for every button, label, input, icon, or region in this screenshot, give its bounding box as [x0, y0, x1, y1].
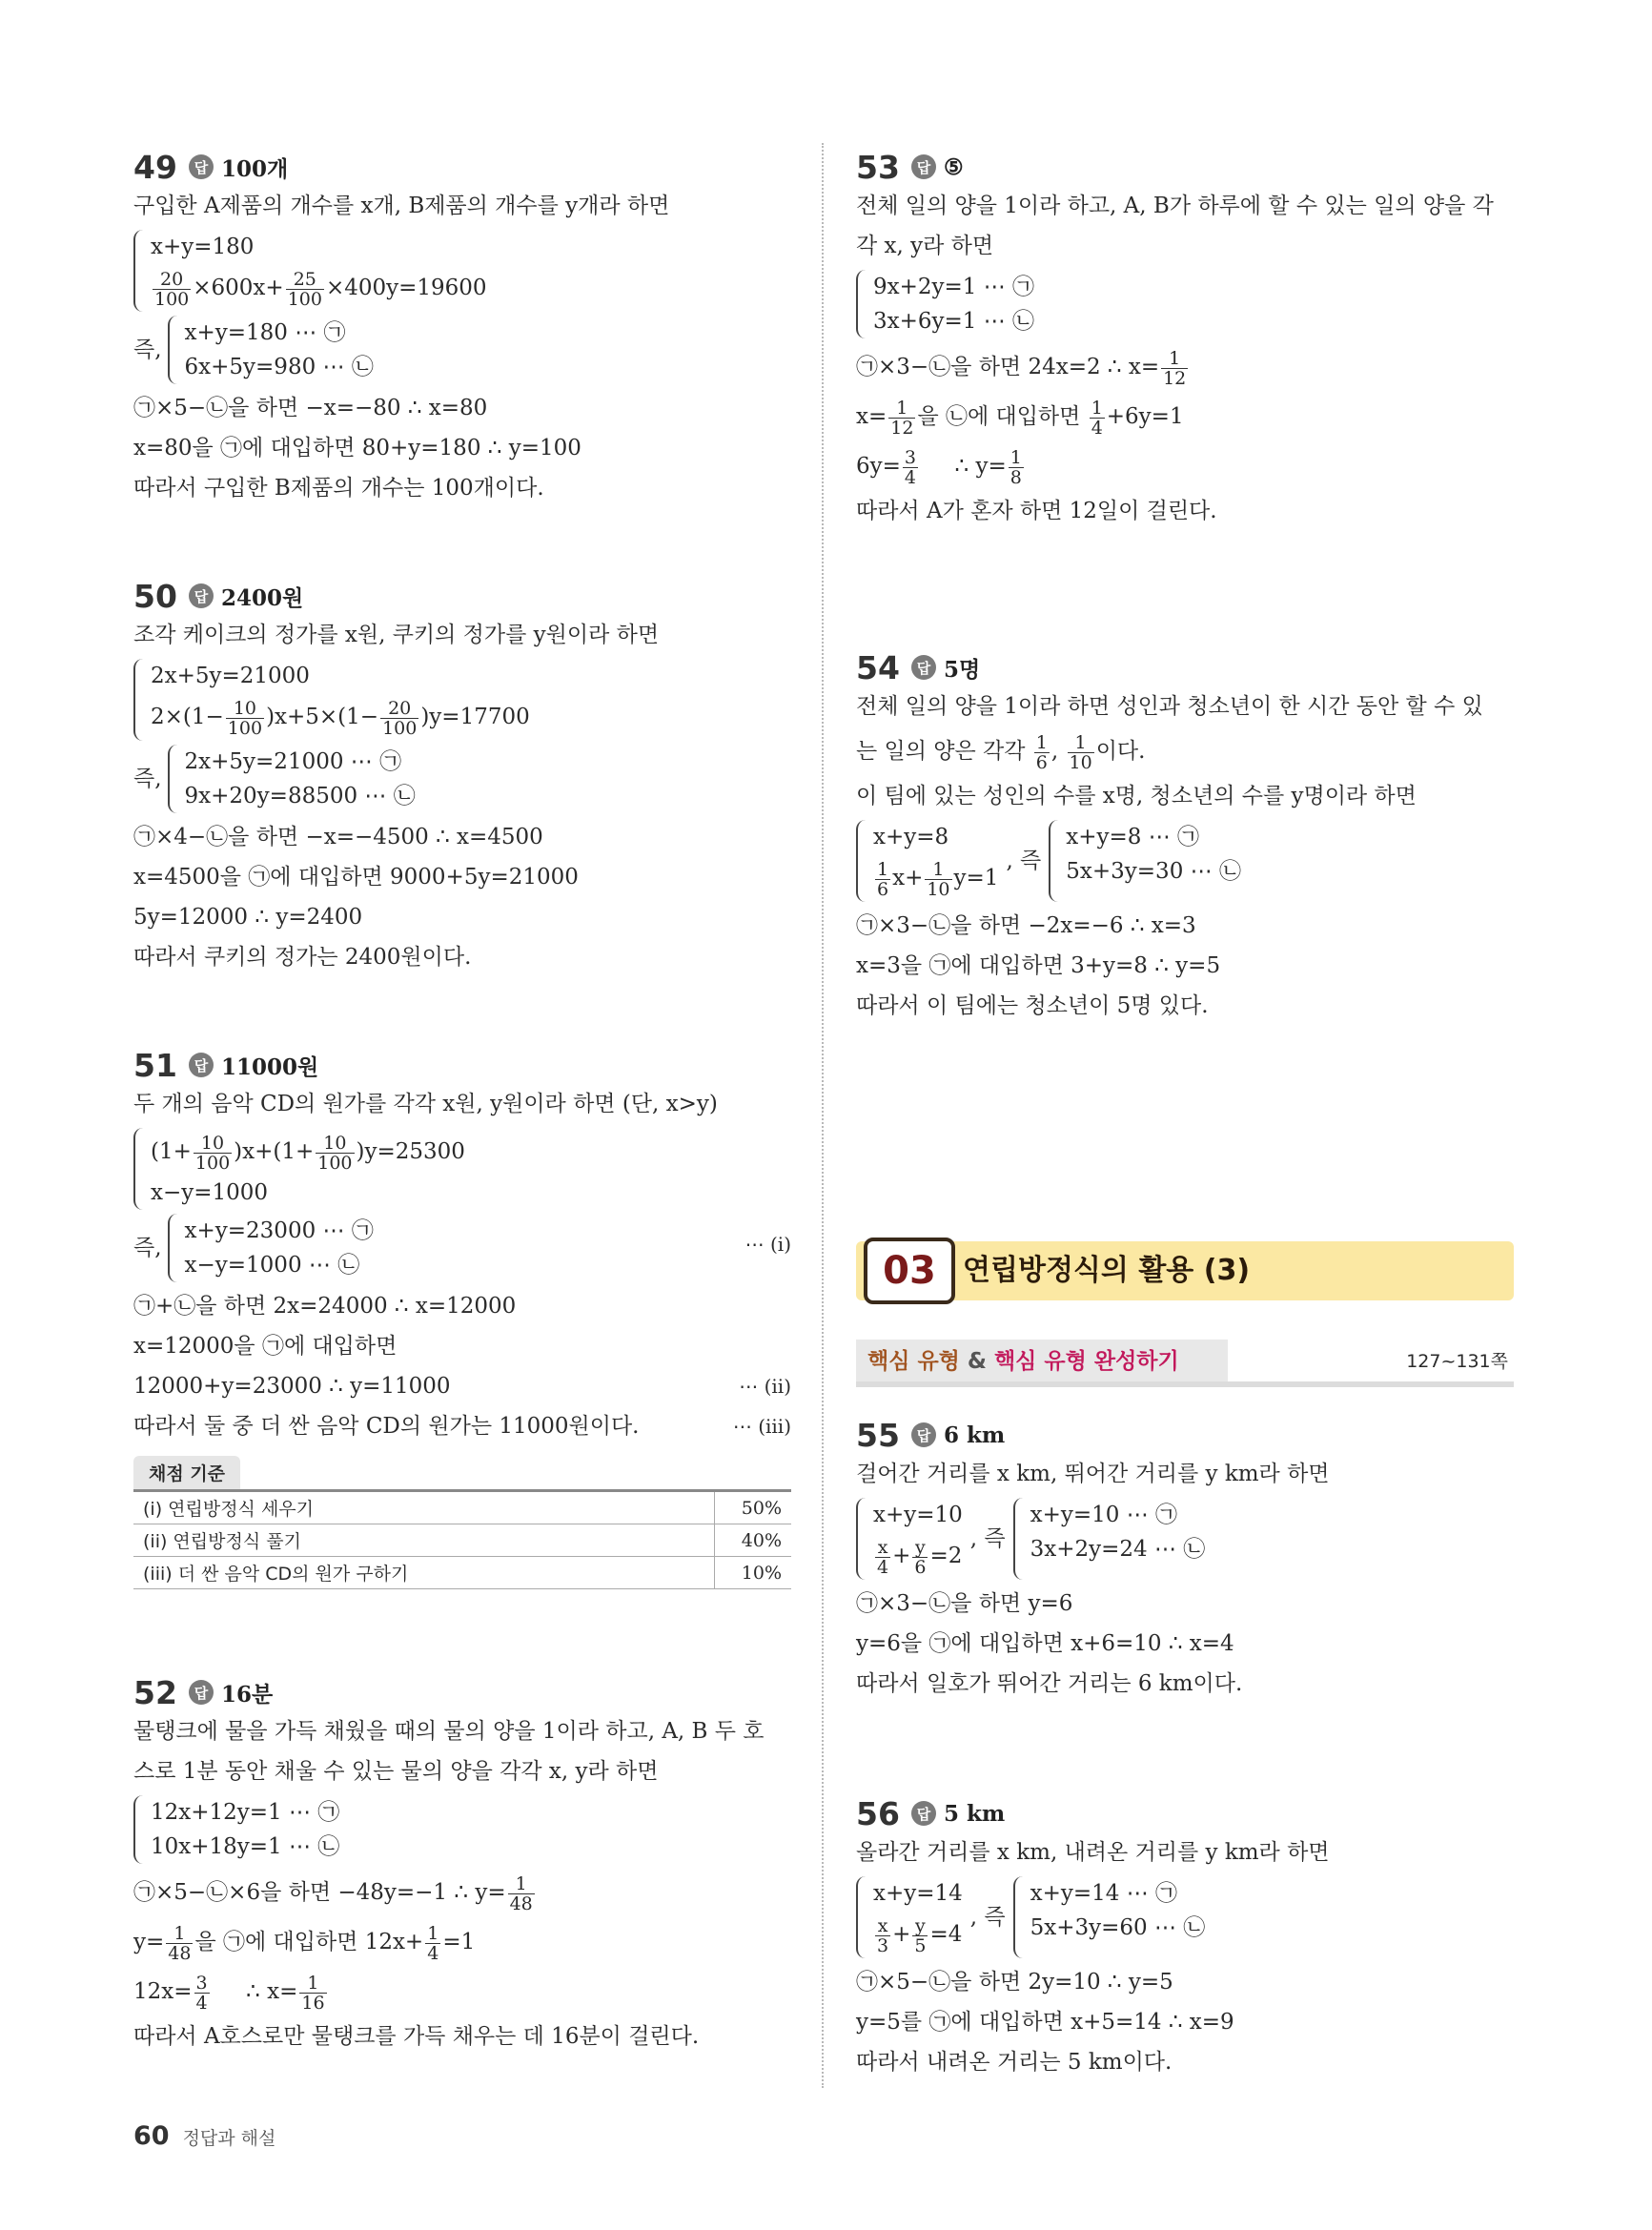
- table-row: (iii) 더 싼 음악 CD의 원가 구하기 10%: [133, 1557, 791, 1589]
- fraction: $\frac{1}{8}$: [1010, 446, 1022, 488]
- equation-system: 즉, x+y=180 ⋯ ㉠ 6x+5y=980 ⋯ ㉡: [133, 316, 791, 384]
- answer-badge: 답: [189, 1053, 214, 1077]
- problem-49: 49 답 100개 구입한 A제품의 개수를 x개, B제품의 개수를 y개라 하면 x+y=180 $\frac{20}{100}$ ×600x+ $\frac{25}{100}$ ×400y=19600 즉, x+y=180 ⋯ ㉠ 6x+5y=980 ⋯ ㉡ ㉠×5−㉡을 하면 −x=−80 ∴ x=80 x=80을 ㉠에 대입하면 80+y=180 ∴ y=100 따라서 구입한 B제품의 개수는 100개이다.: [133, 148, 791, 508]
- fraction: $\frac{10}{100}$: [317, 1132, 353, 1174]
- score-mark: ⋯ (ii): [739, 1375, 791, 1398]
- fraction: $\frac{1}{12}$: [1163, 347, 1187, 389]
- fraction: $\frac{y}{5}$: [914, 1914, 927, 1956]
- answer: 16분: [220, 1681, 274, 1708]
- problem-50: 50 답 2400원 조각 케이크의 정가를 x원, 쿠키의 정가를 y원이라 하면 2x+5y=21000 2×(1− $\frac{10}{100}$ )x+5×(1− $\frac{20}{100}$ )y=17700 즉, 2x+5y=21000 ⋯ ㉠ 9x+20y=88500 ⋯ ㉡ ㉠×4−㉡을 하면 −x=−4500 ∴ x=4500 x=4500을 ㉠에 대입하면 9000+5y=21000 5y=12000 ∴ y=2400 따라서 쿠키의 정가는 2400원이다.: [133, 577, 791, 977]
- problem-number: 55: [856, 1416, 900, 1454]
- equation-system: 12x+12y=1 ⋯ ㉠ 10x+18y=1 ⋯ ㉡: [133, 1795, 791, 1864]
- answer: 11000원: [220, 1054, 319, 1080]
- problem-52: 52 답 16분 물탱크에 물을 가득 채웠을 때의 물의 양을 1이라 하고, A, B 두 호 스로 1분 동안 채울 수 있는 물의 양을 각각 x, y라 하면 12x+12y=1 ⋯ ㉠ 10x+18y=1 ⋯ ㉡ ㉠×5−㉡×6을 하면 −48y=−1 ∴ y= $\frac{1}{48}$ y= $\frac{1}{48}$ 을 ㉠에 대입하면 12x+ $\frac{1}{4}$ =1 12x= $\frac{3}{4}$ ∴ x= $\frac{1}{16}$ 따라서 A호스로만 물탱크를 가득 채우는 데 16분이 걸린다.: [133, 1673, 791, 2056]
- fraction: $\frac{1}{16}$: [301, 1972, 325, 2014]
- equation-system: x+y=10 $\frac{x}{4}$ + $\frac{y}{6}$ =2 , 즉 x+y=10 ⋯ ㉠ 3x+2y=24 ⋯ ㉡: [856, 1498, 1514, 1580]
- problem-56: 56 답 5 km 올라간 거리를 x km, 내려온 거리를 y km라 하면 x+y=14 $\frac{x}{3}$ + $\frac{y}{5}$ =4 , 즉 x+y=14 ⋯ ㉠ 5x+3y=60 ⋯ ㉡ ㉠×5−㉡을 하면 2y=10 ∴ y=5 y=5를 ㉠에 대입하면 x+5=14 ∴ x=9 따라서 내려온 거리는 5 km이다.: [856, 1794, 1514, 2082]
- fraction: $\frac{1}{6}$: [1035, 731, 1048, 773]
- equation-system: x+y=180 $\frac{20}{100}$ ×600x+ $\frac{25}{100}$ ×400y=19600: [133, 230, 791, 312]
- answer: 2400원: [220, 584, 304, 611]
- fraction: $\frac{1}{48}$: [509, 1872, 533, 1914]
- answer: 5 km: [943, 1800, 1006, 1827]
- fraction: $\frac{x}{4}$: [877, 1536, 889, 1578]
- page-footer: [133, 2121, 275, 2151]
- problem-55: 55 답 6 km 걸어간 거리를 x km, 뛰어간 거리를 y km라 하면 x+y=10 $\frac{x}{4}$ + $\frac{y}{6}$ =2 , 즉 x+y=10 ⋯ ㉠ 3x+2y=24 ⋯ ㉡ ㉠×3−㉡을 하면 y=6 y=6을 ㉠에 대입하면 x+6=10 ∴ x=4 따라서 일호가 뛰어간 거리는 6 km이다.: [856, 1416, 1514, 1704]
- problem-number: 51: [133, 1046, 177, 1084]
- answer-badge: 답: [189, 583, 214, 608]
- equation-system: 2x+5y=21000 2×(1− $\frac{10}{100}$ )x+5×(1− $\frac{20}{100}$ )y=17700: [133, 659, 791, 741]
- section-header: [856, 1241, 1514, 1300]
- problem-number: 56: [856, 1794, 900, 1832]
- table-row: (i) 연립방정식 세우기 50%: [133, 1491, 791, 1524]
- problem-51: 51 답 11000원 두 개의 음악 CD의 원가를 각각 x원, y원이라 하면 (단, x>y) (1+ $\frac{10}{100}$ )x+(1+ $\frac{10}{100}$ )y=25300 x−y=1000 즉, x+y=23000 ⋯ ㉠ x−y=1000 ⋯ ㉡ ⋯ (i) ㉠+㉡을 하면 2x=24000 ∴ x=12000 x=12000을 ㉠에 대입하면 12000+y=23000 ∴ y=11000 ⋯ (ii) 따라서 둘 중 더 싼 음악 CD의 원가는 11000원이다. ⋯ (iii) 채점 기준 (i) 연립방정식 세우기 50% (ii) 연립방정식 풀기 40% (iii) 더 싼 음악 CD의 원가 구하기 10%: [133, 1046, 791, 1589]
- equation-system: 즉, x+y=23000 ⋯ ㉠ x−y=1000 ⋯ ㉡ ⋯ (i): [133, 1214, 791, 1282]
- fraction: $\frac{25}{100}$: [287, 268, 322, 310]
- fraction: $\frac{3}{4}$: [195, 1972, 208, 2014]
- fraction: $\frac{20}{100}$: [154, 268, 190, 310]
- fraction: $\frac{10}{100}$: [227, 697, 263, 739]
- answer: 100개: [220, 155, 289, 182]
- section-number: 03: [864, 1238, 955, 1304]
- fraction: $\frac{x}{3}$: [877, 1914, 889, 1956]
- scoring-title: 채점 기준: [133, 1456, 240, 1489]
- equation-system: 즉, 2x+5y=21000 ⋯ ㉠ 9x+20y=88500 ⋯ ㉡: [133, 745, 791, 813]
- fraction: $\frac{1}{4}$: [1091, 397, 1103, 439]
- answer-badge: 답: [189, 1680, 214, 1705]
- page-range: 127~131쪽: [1406, 1351, 1508, 1372]
- answer-badge: 답: [911, 1801, 936, 1826]
- section-title: 연립방정식의 활용 (3): [963, 1254, 1251, 1287]
- fraction: $\frac{10}{100}$: [194, 1132, 231, 1174]
- fraction: $\frac{20}{100}$: [382, 697, 418, 739]
- problem-number: 52: [133, 1673, 177, 1711]
- problem-number: 53: [856, 148, 900, 186]
- score-mark: ⋯ (i): [744, 1233, 791, 1256]
- column-divider: [822, 143, 824, 2088]
- score-mark: ⋯ (iii): [732, 1415, 791, 1438]
- answer-badge: 답: [911, 1422, 936, 1447]
- fraction: $\frac{1}{6}$: [877, 858, 889, 900]
- answer: 6 km: [943, 1422, 1006, 1448]
- fraction: $\frac{1}{48}$: [168, 1922, 192, 1964]
- fraction: $\frac{1}{10}$: [1069, 731, 1092, 773]
- answer: ⑤: [943, 153, 964, 180]
- footer-text: 정답과 해설: [182, 2128, 276, 2149]
- answer-badge: 답: [911, 655, 936, 680]
- intro-text: 구입한 A제품의 개수를 x개, B제품의 개수를 y개라 하면: [133, 194, 670, 218]
- fraction: $\frac{1}{4}$: [427, 1922, 439, 1964]
- answer-badge: 답: [911, 154, 936, 179]
- fraction: $\frac{3}{4}$: [904, 446, 916, 488]
- page-number: 60: [133, 2121, 170, 2151]
- answer: 5명: [943, 656, 981, 683]
- equation-system: x+y=8 $\frac{1}{6}$ x+ $\frac{1}{10}$ y=1 , 즉 x+y=8 ⋯ ㉠ 5x+3y=30 ⋯ ㉡: [856, 820, 1514, 902]
- fraction: $\frac{1}{12}$: [890, 397, 914, 439]
- problem-number: 49: [133, 148, 177, 186]
- equation-system: (1+ $\frac{10}{100}$ )x+(1+ $\frac{10}{100}$ )y=25300 x−y=1000: [133, 1128, 791, 1210]
- equation-system: x+y=14 $\frac{x}{3}$ + $\frac{y}{5}$ =4 , 즉 x+y=14 ⋯ ㉠ 5x+3y=60 ⋯ ㉡: [856, 1876, 1514, 1958]
- fraction: $\frac{y}{6}$: [914, 1536, 927, 1578]
- subsection-bar: 핵심 유형 & 핵심 유형 완성하기 127~131쪽: [856, 1340, 1514, 1383]
- equation-system: 9x+2y=1 ⋯ ㉠ 3x+6y=1 ⋯ ㉡: [856, 270, 1514, 338]
- fraction: $\frac{1}{10}$: [927, 858, 950, 900]
- scoring-table: [133, 1456, 791, 1589]
- table-row: (ii) 연립방정식 풀기 40%: [133, 1524, 791, 1557]
- problem-number: 54: [856, 648, 900, 686]
- problem-number: 50: [133, 577, 177, 615]
- problem-53: 53 답 ⑤ 전체 일의 양을 1이라 하고, A, B가 하루에 할 수 있는 일의 양을 각 각 x, y라 하면 9x+2y=1 ⋯ ㉠ 3x+6y=1 ⋯ ㉡ ㉠×3−㉡을 하면 24x=2 ∴ x= $\frac{1}{12}$ x= $\frac{1}{12}$ 을 ㉡에 대입하면 $\frac{1}{4}$ +6y=1 6y= $\frac{3}{4}$ ∴ y= $\frac{1}{8}$ 따라서 A가 혼자 하면 12일이 걸린다.: [856, 148, 1514, 531]
- answer-badge: 답: [189, 154, 214, 179]
- problem-54: 54 답 5명 전체 일의 양을 1이라 하면 성인과 청소년이 한 시간 동안 할 수 있 는 일의 양은 각각 $\frac{1}{6}$ , $\frac{1}{10}$ 이다. 이 팀에 있는 성인의 수를 x명, 청소년의 수를 y명이라 하면 x+y=8 $\frac{1}{6}$ x+ $\frac{1}{10}$ y=1 , 즉 x+y=8 ⋯ ㉠ 5x+3y=30 ⋯ ㉡ ㉠×3−㉡을 하면 −2x=−6 ∴ x=3 x=3을 ㉠에 대입하면 3+y=8 ∴ y=5 따라서 이 팀에는 청소년이 5명 있다.: [856, 648, 1514, 1026]
